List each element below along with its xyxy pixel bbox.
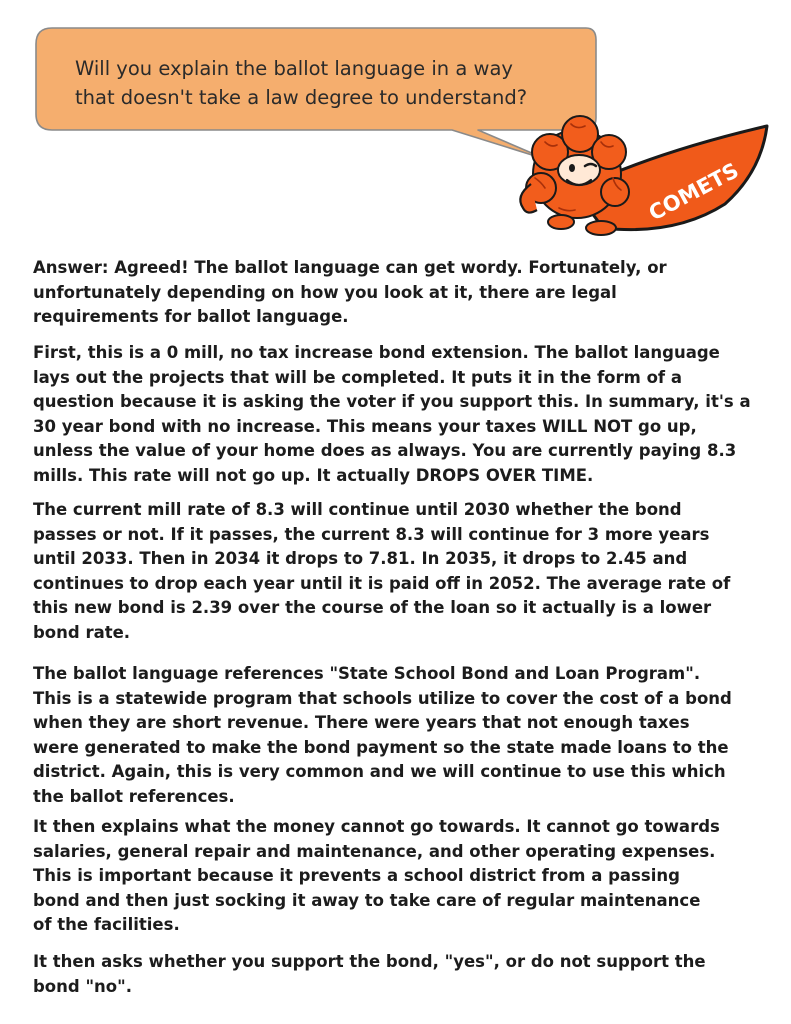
- text-line: salaries, general repair and maintenance, and other operating expenses.: [33, 841, 716, 861]
- text-line: lays out the projects that will be completed. It puts it in the form of a: [33, 367, 682, 387]
- text-line: district. Again, this is very common and we will continue to use this which: [33, 762, 726, 781]
- mill-explanation-paragraph: [33, 341, 773, 488]
- support-question-paragraph: [33, 950, 773, 999]
- text-line: It then explains what the money cannot go towards. It cannot go towards: [33, 817, 720, 836]
- bubble-line: Will you explain the ballot language in a way: [75, 57, 513, 80]
- text-line: 30 year bond with no increase. This means your taxes WILL NOT go up,: [33, 416, 697, 436]
- answer-paragraph: [33, 256, 773, 330]
- text-line: until 2033. Then in 2034 it drops to 7.81. In 2035, it drops to 2.45 and: [33, 549, 688, 568]
- loan-program-paragraph: [33, 662, 773, 809]
- speech-bubble-question: [75, 54, 575, 112]
- text-line: bond and then just socking it away to take care of regular maintenance: [33, 890, 701, 910]
- text-line: the ballot references.: [33, 786, 235, 806]
- text-line: of the facilities.: [33, 915, 180, 934]
- text-line: requirements for ballot language.: [33, 307, 349, 326]
- text-line: bond rate.: [33, 622, 131, 642]
- text-line: This is important because it prevents a school district from a passing: [33, 866, 680, 885]
- comet-mascot: [505, 112, 773, 254]
- text-line: Answer: Agreed! The ballot language can get wordy. Fortunately, or: [33, 258, 667, 277]
- text-line: were generated to make the bond payment so the state made loans to the: [33, 737, 729, 757]
- text-line: It then asks whether you support the bond, "yes", or do not support the: [33, 952, 706, 971]
- text-line: This is a statewide program that schools utilize to cover the cost of a bond: [33, 688, 732, 708]
- text-line: question because it is asking the voter if you support this. In summary, it's a: [33, 392, 751, 411]
- restrictions-paragraph: [33, 815, 773, 938]
- text-line: this new bond is 2.39 over the course of the loan so it actually is a lower: [33, 598, 712, 617]
- mill-rate-paragraph: [33, 498, 773, 645]
- text-line: The ballot language references "State School Bond and Loan Program".: [33, 664, 701, 683]
- text-line: mills. This rate will not go up. It actually DROPS OVER TIME.: [33, 465, 594, 485]
- mascot-banner-text: COMETS: [644, 158, 743, 226]
- text-line: unfortunately depending on how you look at it, there are legal: [33, 282, 617, 302]
- text-line: bond "no".: [33, 976, 132, 996]
- text-line: passes or not. If it passes, the current 8.3 will continue for 3 more years: [33, 524, 710, 544]
- comet-mascot-illustration: [505, 112, 773, 254]
- text-line: continues to drop each year until it is paid off in 2052. The average rate of: [33, 573, 731, 593]
- text-line: unless the value of your home does as always. You are currently paying 8.3: [33, 441, 737, 460]
- bubble-line: that doesn't take a law degree to understand?: [75, 86, 528, 109]
- text-line: when they are short revenue. There were years that not enough taxes: [33, 713, 690, 732]
- text-line: The current mill rate of 8.3 will continue until 2030 whether the bond: [33, 500, 682, 519]
- text-line: First, this is a 0 mill, no tax increase bond extension. The ballot language: [33, 343, 720, 362]
